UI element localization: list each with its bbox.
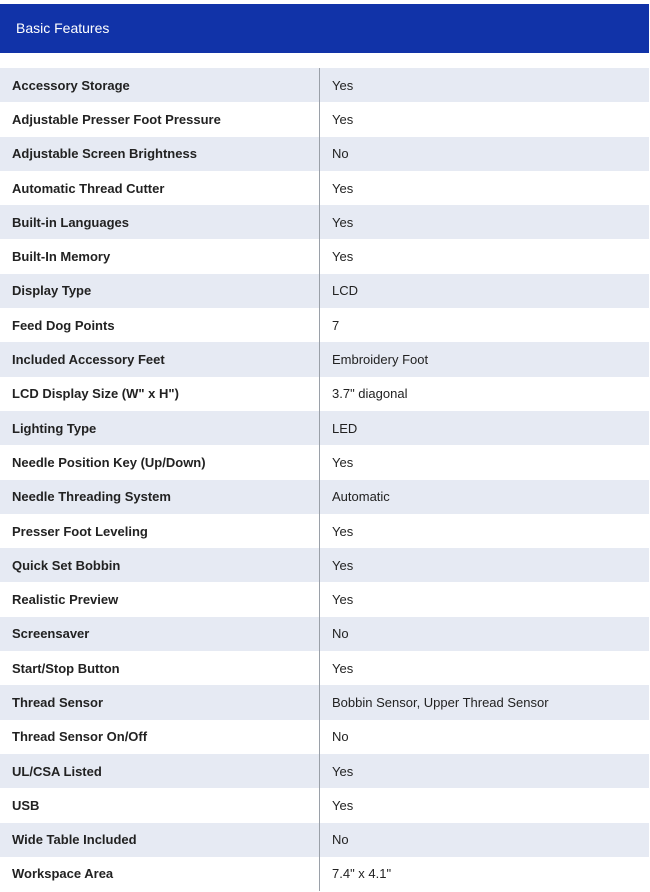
- feature-value: No: [332, 832, 349, 848]
- feature-label: Wide Table Included: [0, 823, 320, 857]
- feature-label: Lighting Type: [0, 411, 320, 445]
- feature-label: Screensaver: [0, 617, 320, 651]
- feature-value: Yes: [332, 763, 354, 779]
- feature-label: Adjustable Screen Brightness: [0, 137, 320, 171]
- feature-value: No: [332, 626, 349, 642]
- feature-value: Yes: [332, 249, 354, 265]
- feature-value: Embroidery Foot: [332, 352, 429, 368]
- feature-row: [0, 480, 649, 514]
- feature-label: UL/CSA Listed: [0, 754, 320, 788]
- features-table: [0, 68, 649, 891]
- feature-value: Yes: [332, 523, 354, 539]
- feature-value: Yes: [332, 77, 354, 93]
- feature-label: Needle Threading System: [0, 480, 320, 514]
- feature-value: Yes: [332, 214, 354, 230]
- feature-label: Built-In Memory: [0, 239, 320, 273]
- feature-label: Display Type: [0, 274, 320, 308]
- feature-value: Yes: [332, 111, 354, 127]
- feature-row: [0, 754, 649, 788]
- feature-row: [0, 308, 649, 342]
- feature-label: Start/Stop Button: [0, 651, 320, 685]
- feature-value: Yes: [332, 557, 354, 573]
- feature-label: Included Accessory Feet: [0, 342, 320, 376]
- feature-label: Built-in Languages: [0, 205, 320, 239]
- feature-row: [0, 788, 649, 822]
- feature-label: Presser Foot Leveling: [0, 514, 320, 548]
- feature-label: Thread Sensor On/Off: [0, 720, 320, 754]
- feature-row: [0, 651, 649, 685]
- section-title: Basic Features: [16, 20, 110, 36]
- feature-row: [0, 171, 649, 205]
- feature-value: 7: [332, 317, 340, 333]
- feature-row: [0, 617, 649, 651]
- feature-row: [0, 720, 649, 754]
- feature-row: [0, 274, 649, 308]
- feature-value: Yes: [332, 454, 354, 470]
- feature-label: Feed Dog Points: [0, 308, 320, 342]
- feature-value: No: [332, 146, 349, 162]
- feature-label: Accessory Storage: [0, 68, 320, 102]
- feature-value: Yes: [332, 797, 354, 813]
- feature-label: Thread Sensor: [0, 685, 320, 719]
- feature-row: [0, 342, 649, 376]
- feature-label: USB: [0, 788, 320, 822]
- feature-row: [0, 823, 649, 857]
- feature-value: No: [332, 729, 349, 745]
- feature-label: Quick Set Bobbin: [0, 548, 320, 582]
- feature-row: [0, 685, 649, 719]
- feature-value: LCD: [332, 283, 359, 299]
- feature-row: [0, 445, 649, 479]
- feature-value: 3.7" diagonal: [332, 386, 408, 402]
- feature-row: [0, 857, 649, 891]
- feature-row: [0, 205, 649, 239]
- feature-row: [0, 137, 649, 171]
- feature-row: [0, 68, 649, 102]
- feature-label: LCD Display Size (W" x H"): [0, 377, 320, 411]
- section-header: [0, 4, 649, 53]
- feature-label: Workspace Area: [0, 857, 320, 891]
- feature-label: Adjustable Presser Foot Pressure: [0, 102, 320, 136]
- feature-value: Yes: [332, 592, 354, 608]
- feature-value: Yes: [332, 180, 354, 196]
- feature-row: [0, 239, 649, 273]
- feature-label: Realistic Preview: [0, 582, 320, 616]
- feature-value: Automatic: [332, 489, 390, 505]
- feature-row: [0, 411, 649, 445]
- feature-label: Automatic Thread Cutter: [0, 171, 320, 205]
- feature-row: [0, 377, 649, 411]
- feature-label: Needle Position Key (Up/Down): [0, 445, 320, 479]
- feature-value: LED: [332, 420, 358, 436]
- feature-value: 7.4" x 4.1": [332, 866, 392, 882]
- feature-row: [0, 514, 649, 548]
- feature-value: Yes: [332, 660, 354, 676]
- feature-value: Bobbin Sensor, Upper Thread Sensor: [332, 694, 549, 710]
- feature-row: [0, 102, 649, 136]
- feature-row: [0, 548, 649, 582]
- feature-row: [0, 582, 649, 616]
